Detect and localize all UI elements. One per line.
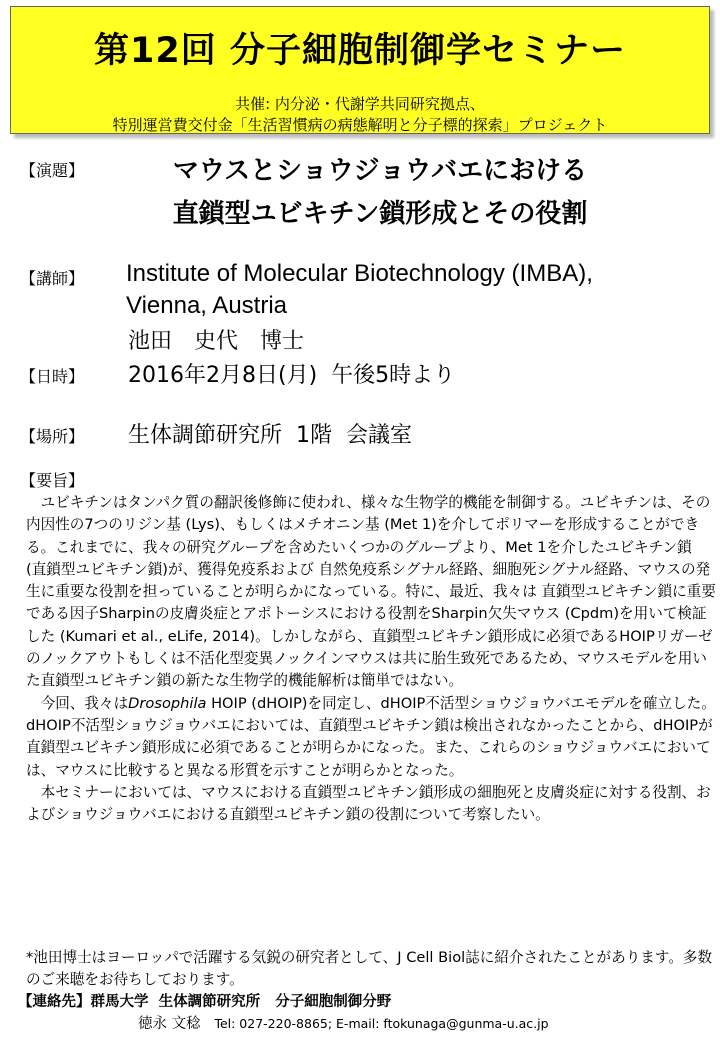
talk-title-line-2: 直鎖型ユビキチン鎖形成とその役割: [172, 199, 588, 229]
contact-line: 【連絡先】群馬大学 生体調節研究所 分子細胞制御分野: [18, 994, 392, 1010]
abstract-paragraph-1: ユビキチンはタンパク質の翻訳後修飾に使われ、様々な生物学的機能を制御する。ユビキチンは、その内因性の7つのリジン基 (Lys)、もしくはメチオニン基 (Met 1)を介してポリマーを形成することができる。これまでに、我々の研究グループを含めたいくつかのグループより、Met 1を介したユビキチン鎖 (直鎖型ユビキチン鎖)が、獲得免疫系および 自然免疫系シグナル経路、細胞死シグナル経路、マウスの発生に重要な役割を担っていることが明らかになっている。特に、最近、我々は 直鎖型ユビキチン鎖に重要である因子Sharpinの皮膚炎症とアポトーシスにおける役割をSharpin欠失マウス (Cpdm)を用いて検証した (Kumari et al., eLife, 2014)。しかしながら、直鎖型ユビキチン鎖形成に必須であるHOIPリガーゼのノックアウトもしくは不活化型変異ノックインマウスは共に胎生致死であるため、マウスモデルを用いた直鎖型ユビキチン鎖の新たな生物学的機能解析は簡単ではない。: [26, 494, 716, 690]
contact-name: 徳永 文稔: [138, 1016, 201, 1032]
speaker-label: 【講師】: [20, 269, 85, 288]
sponsor-line-2: 特別運営費交付金「生活習慣病の病態解明と分子標的探索」プロジェクト: [112, 116, 608, 134]
speaker-affiliation-line-2: Vienna, Austria: [126, 292, 288, 319]
talk-title-line-1: マウスとショウジョウバエにおける: [172, 156, 588, 186]
datetime-value: 2016年2月8日(月) 午後5時より: [128, 363, 456, 388]
abstract-p2-rest: HOIP (dHOIP)を同定し、dHOIP不活型ショウジョウバエモデルを確立した。dHOIP不活型ショウジョウバエにおいては、直鎖型ユビキチン鎖は検出されなかったことから、dHOIPが直鎖型ユビキチン鎖形成に必須であることが明らかになった。また、これらのショウジョウバエにおいては、マウスに比較すると異なる形質を示すことが明らかとなった。: [26, 694, 716, 779]
datetime-label: 【日時】: [20, 367, 85, 386]
contact-phone-email: Tel: 027-220-8865; E-mail: ftokunaga@gunma-u.ac.jp: [214, 1016, 549, 1031]
seminar-title: 第12回 分子細胞制御学セミナー: [94, 31, 626, 71]
sponsor-line-1: 共催: 内分泌・代謝学共同研究拠点、: [235, 95, 485, 113]
talk-label: 【演題】: [20, 161, 85, 180]
speaker-name: 池田 史代 博士: [128, 329, 305, 354]
header-banner: [10, 6, 710, 134]
abstract-p2-lead: 今回、我々は: [40, 694, 129, 712]
speaker-note: *池田博士はヨーロッパで活躍する気鋭の研究者として、J Cell Biol誌に紹介されたことがあります。多数のご来聴をお待ちしております。: [26, 949, 713, 988]
place-label: 【場所】: [20, 427, 85, 446]
contact-details: [138, 1012, 549, 1033]
speaker-affiliation-line-1: Institute of Molecular Biotechnology (IMBA),: [126, 260, 593, 287]
abstract-p2-italic: Drosophila: [128, 694, 207, 712]
place-value: 生体調節研究所 1階 会議室: [128, 423, 412, 448]
abstract-label: 【要旨】: [20, 471, 85, 490]
abstract-paragraph-2: [26, 693, 716, 782]
abstract-paragraph-3: 本セミナーにおいては、マウスにおける直鎖型ユビキチン鎖形成の細胞死と皮膚炎症に対する役割、およびショウジョウバエにおける直鎖型ユビキチン鎖の役割について考察したい。: [26, 783, 711, 824]
abstract-body: [26, 492, 716, 826]
